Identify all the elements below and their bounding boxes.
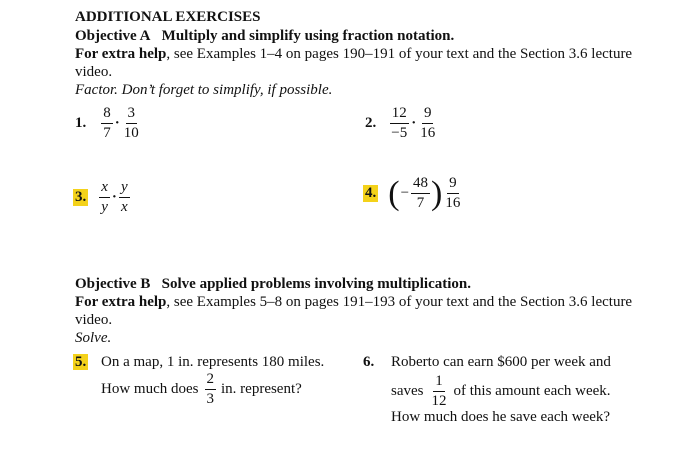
text: saves — [391, 383, 424, 399]
fraction: $\frac{1}{12}$ — [431, 373, 447, 409]
help-a-line — [75, 45, 632, 64]
fraction: $\frac{8}{7}$ — [103, 105, 111, 141]
help-a-bold: For extra help — [75, 46, 167, 62]
help-a-line-2: video. — [75, 64, 113, 80]
multiply-dot: · — [111, 189, 117, 205]
help-b-line — [75, 293, 632, 312]
objective-a-label: Objective A — [75, 28, 151, 44]
exercise-number: 1. — [75, 115, 87, 131]
fraction: $\frac{2}{3}$ — [206, 371, 214, 407]
text: of this amount each week. — [453, 383, 611, 399]
instruction-a: Factor. Don’t forget to simplify, if possible. — [75, 82, 333, 98]
exercise-5-line1: On a map, 1 in. represents 180 miles. — [101, 354, 325, 370]
exercise-number-highlighted: 4. — [365, 185, 377, 201]
text: in. represent? — [221, 381, 302, 397]
help-b-rest: , see Examples 5–8 on pages 191–193 of your text and the Section 3.6 lecture — [166, 294, 633, 310]
exercise-4 — [363, 176, 463, 211]
text: How much does — [101, 381, 199, 397]
fraction: $\frac{12}{-5}$ — [391, 105, 408, 141]
exercise-5-line2 — [101, 372, 302, 407]
help-b-bold: For extra help — [75, 294, 167, 310]
exercise-number: 2. — [365, 115, 377, 131]
help-a-rest: , see Examples 1–4 on pages 190–191 of your text and the Section 3.6 lecture — [166, 46, 633, 62]
exercise-3 — [73, 180, 131, 215]
right-paren: ) — [431, 174, 443, 212]
left-paren: ( — [388, 174, 400, 212]
fraction: $\frac{x}{y}$ — [101, 179, 108, 215]
exercise-number-highlighted: 3. — [75, 189, 87, 205]
instruction-b: Solve. — [75, 330, 112, 346]
exercise-1 — [75, 106, 142, 141]
exercise-6-line3: How much does he save each week? — [391, 409, 611, 425]
objective-b-heading — [75, 275, 471, 294]
exercise-5-number — [73, 353, 88, 372]
fraction: $\frac{9}{16}$ — [420, 105, 436, 141]
help-b-line-2: video. — [75, 312, 113, 328]
multiply-dot: · — [114, 115, 120, 131]
fraction: $\frac{y}{x}$ — [120, 179, 128, 215]
exercise-number-highlighted: 5. — [75, 354, 87, 370]
exercise-6-line1: Roberto can earn $600 per week and — [391, 354, 611, 370]
objective-b-text: Solve applied problems involving multiplication. — [161, 276, 472, 292]
fraction: $\frac{9}{16}$ — [445, 175, 461, 211]
section-title: ADDITIONAL EXERCISES — [75, 9, 261, 25]
exercise-number: 6. — [363, 354, 375, 370]
exercise-6-line2 — [391, 374, 611, 409]
objective-a-heading — [75, 27, 454, 46]
exercise-6-number — [363, 353, 374, 372]
exercise-2 — [365, 106, 438, 141]
negative-sign: − — [400, 185, 410, 201]
objective-b-label: Objective B — [75, 276, 151, 292]
multiply-dot: · — [411, 115, 417, 131]
objective-a-text: Multiply and simplify using fraction notation. — [161, 28, 455, 44]
fraction: $\frac{3}{10}$ — [123, 105, 139, 141]
fraction: $\frac{48}{7}$ — [413, 175, 429, 211]
